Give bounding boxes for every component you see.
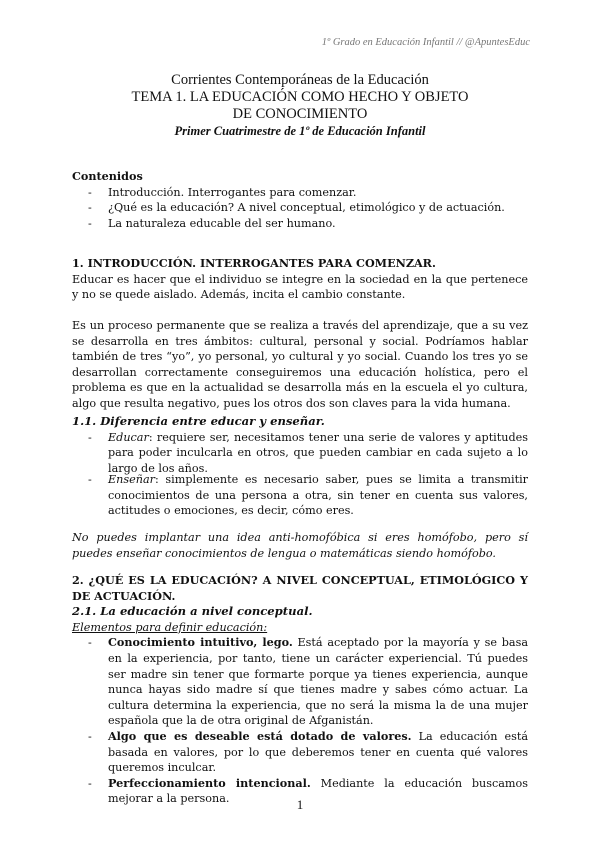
ensenar-block	[72, 472, 528, 519]
contents-section	[72, 169, 528, 231]
note-block	[72, 530, 528, 561]
educar-term: Educar	[108, 430, 149, 444]
ensenar-list	[72, 472, 528, 519]
contents-list	[72, 185, 528, 232]
subtitle: Primer Cuatrimestre de 1º de Educación Infantil	[174, 124, 426, 138]
ensenar-term: Enseñar	[108, 473, 155, 486]
contents-item: - ¿Qué es la educación? A nivel conceptual, etimológico y de actuación.	[72, 200, 528, 216]
homophobia-note: No puedes implantar una idea anti-homofóbica si eres homófobo, pero sí puedes enseñar conocimientos de lengua o matemáticas siendo homófobo.	[72, 531, 528, 560]
ensenar-text: : simplemente es necesario saber, pues se limita a transmitir conocimientos de una persona a otra, sin tener en cuenta sus valores, actitudes o emociones, es decir, cómo eres.	[108, 473, 528, 518]
section-1	[72, 256, 528, 303]
running-header: 1º Grado en Educación Infantil // @ApuntesEduc	[321, 37, 530, 48]
topic-title-line1: TEMA 1. LA EDUCACIÓN COMO HECHO Y OBJETO	[131, 89, 469, 105]
section-2	[72, 573, 528, 807]
element-item	[72, 729, 528, 776]
contents-item: - Introducción. Interrogantes para comenzar.	[72, 185, 528, 201]
element-term: Conocimiento intuitivo, lego.	[108, 635, 293, 650]
contents-heading: Contenidos	[72, 169, 143, 183]
contents-item: - La naturaleza educable del ser humano.	[72, 216, 528, 232]
section-1-1	[72, 414, 528, 476]
elements-label: Elementos para definir educación:	[72, 620, 268, 634]
element-text: La educación está basada en valores, por lo que deberemos tener en cuenta qué valores queremos inculcar.	[108, 729, 528, 775]
ensenar-definition	[72, 472, 528, 519]
section-2-1-heading: 2.1. La educación a nivel conceptual.	[72, 604, 313, 619]
section-1-1-heading: 1.1. Diferencia entre educar y enseñar.	[72, 414, 325, 428]
section-1-heading: 1. INTRODUCCIÓN. INTERROGANTES PARA COMENZAR.	[72, 256, 436, 270]
section-1-paragraph-2-block	[72, 318, 528, 412]
element-term: Perfeccionamiento intencional.	[108, 775, 311, 790]
elements-list	[72, 635, 528, 807]
educar-text: : requiere ser, necesitamos tener una serie de valores y aptitudes para poder inculcarla en otros, que pueden cambiar en cada sujeto a lo largo de los años.	[108, 430, 528, 475]
element-text: Está aceptado por la mayoría y se basa en la experiencia, por tanto, tiene un carácter experiencial. Tú puedes ser madre sin tener que formarte porque ya tienes experiencia, aunque nunca hayas sido madre sí que tienes madre y sabes cómo actuar. La cultura determina la experiencia, que no será la misma la de una mujer española que la de otra original de Afganistán.	[108, 636, 529, 728]
section-2-heading: 2. ¿QUÉ ES LA EDUCACIÓN? A NIVEL CONCEPTUAL, ETIMOLÓGICO Y DE ACTUACIÓN.	[72, 573, 528, 603]
course-title: Corrientes Contemporáneas de la Educación	[171, 72, 429, 88]
element-text: Mediante la educación buscamos mejorar a la persona.	[108, 776, 528, 806]
title-block	[0, 72, 600, 139]
section-1-paragraph-1: Educar es hacer que el individuo se integre en la sociedad en la que pertenece y no se quede aislado. Además, incita el cambio constante.	[72, 272, 528, 302]
page-number: 1	[296, 797, 304, 812]
element-term: Algo que es deseable está dotado de valores.	[108, 728, 412, 743]
educar-definition	[72, 430, 528, 477]
topic-title-line2: DE CONOCIMIENTO	[232, 106, 368, 122]
section-1-paragraph-2: Es un proceso permanente que se realiza a través del aprendizaje, que a su vez se desarrolla en tres ámbitos: cultural, personal y social. Podríamos hablar también de tres “yo”, yo personal, yo cultural y yo social. Cuando los tres yo se desarrollan correctamente conseguiremos una educación holística, pero el problema es que en la actualidad se desarrolla más en la escuela el yo cultura, algo que resulta negativo, pues los otros dos son claves para la vida humana.	[72, 319, 528, 410]
educar-list	[72, 430, 528, 477]
element-item	[72, 635, 528, 729]
